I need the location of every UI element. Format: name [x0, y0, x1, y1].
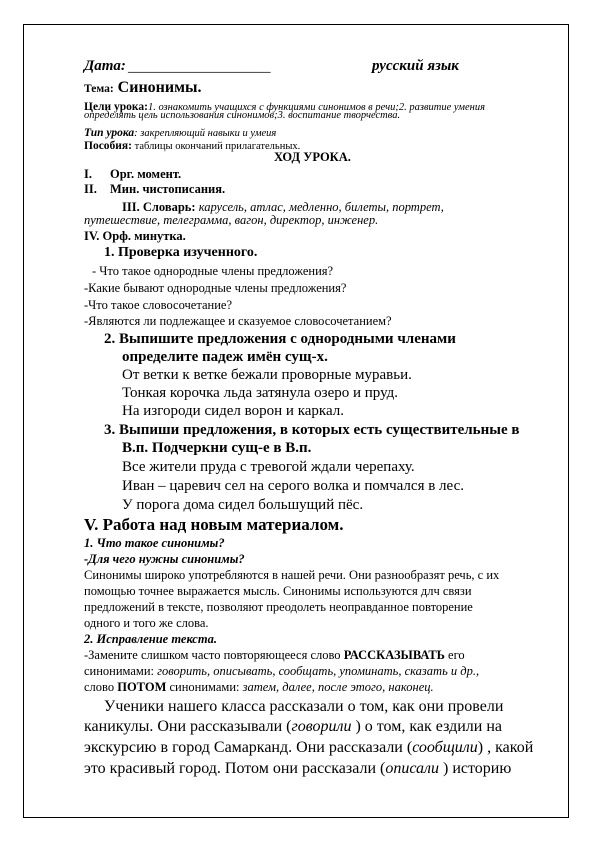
stage-2-number: II.: [84, 182, 97, 196]
story-synonym-govorili: говорили: [291, 718, 352, 735]
story-text-3c: ) , какой: [477, 739, 534, 756]
stage-2-label: Мин. чистописания.: [110, 182, 226, 196]
stage-1-number: I.: [84, 167, 92, 181]
task-3-sentence-3: У порога дома сидел большущий пёс.: [122, 497, 364, 513]
task-2-sentence-3: На изгороди сидел ворон и каркал.: [122, 403, 344, 419]
topic-value: Синонимы.: [117, 79, 202, 96]
course-title: ХОД УРОКА.: [274, 150, 351, 164]
topic-line: [84, 80, 202, 96]
goals-label: Цели урока:: [84, 101, 148, 113]
synonyms-paragraph-1: Синонимы широко употребляются в нашей речи. Они разнообразят речь, с их: [84, 568, 500, 582]
lesson-type-label: Тип урока: [84, 127, 135, 139]
materials-value: таблицы окончаний прилагательных.: [131, 141, 301, 152]
story-text-3a: экскурсию в город Самарканд. Они рассказали (: [84, 739, 413, 756]
task-3-line-2: В.п. Подчеркни сущ-е в В.п.: [122, 440, 312, 456]
section-5-question-2: -Для чего нужны синонимы?: [84, 552, 245, 566]
story-line-4: [84, 761, 511, 777]
replace-instruction-3: [84, 681, 434, 694]
text-correction-title: 2. Исправление текста.: [84, 632, 217, 646]
materials-label: Пособия:: [84, 140, 132, 152]
goals-text-2: определять цель использования синонимов;3. воспитание творчества.: [84, 110, 401, 121]
section-5-question-1: 1. Что такое синонимы?: [84, 536, 225, 550]
replace-instruction-2: [84, 665, 479, 678]
goals-text-1: 1. ознакомить учащихся с функциями синонимов в речи;2. развитие умения: [147, 102, 485, 113]
check-question-3: -Что такое словосочетание?: [84, 298, 232, 312]
replace-word-rasskazyvat: РАССКАЗЫВАТЬ: [343, 648, 445, 662]
story-synonym-soobshili: сообщили: [412, 739, 478, 756]
section-5-title: V. Работа над новым материалом.: [84, 515, 344, 534]
stage-3-words-1: карусель, атлас, медленно, билеты, портрет,: [195, 200, 444, 214]
story-line-3: [84, 740, 533, 756]
story-synonym-opisali: описали: [385, 760, 440, 777]
story-text-4c: ) историю: [439, 760, 512, 777]
task-2-line-2: определите падеж имён сущ-х.: [122, 349, 328, 365]
replace-text-1c: его: [444, 648, 465, 662]
stage-4-label: IV. Орф. минутка.: [84, 229, 186, 243]
task-2-line-1: 2. Выпишите предложения с однородными членами: [104, 331, 456, 347]
task-3-sentence-2: Иван – царевич сел на серого волка и помчался в лес.: [122, 478, 464, 494]
check-question-2: -Какие бывают однородные члены предложения?: [84, 281, 347, 295]
subject-title: русский язык: [372, 58, 459, 74]
story-text-4a: это красивый город. Потом они рассказали (: [84, 760, 386, 777]
story-text-2c: ) о том, как ездили на: [351, 718, 503, 735]
topic-label: Тема:: [84, 83, 114, 95]
replace-word-potom: ПОТОМ: [117, 680, 167, 694]
stage-3-words-2: путешествие, телеграмма, вагон, директор, инженер.: [84, 213, 379, 227]
stage-3-label: III. Словарь:: [122, 200, 196, 214]
synonyms-paragraph-4: одного и того же слова.: [84, 616, 209, 630]
task-3-line-1: 3. Выпиши предложения, в которых есть существительные в: [104, 422, 520, 438]
check-question-4: -Являются ли подлежащее и сказуемое словосочетанием?: [84, 314, 392, 328]
date-label: Дата:: [84, 58, 126, 74]
stage-1-label: Орг. момент.: [110, 167, 182, 181]
replace-text-3a: слово: [84, 680, 118, 694]
replace-synonyms-2: затем, далее, после этого, наконец.: [242, 680, 434, 694]
materials: [84, 137, 300, 153]
date-line: ___________________: [128, 59, 271, 75]
replace-text-2a: синонимами:: [84, 664, 158, 678]
synonyms-paragraph-2: помощью точнее выражается мысль. Синонимы используются длч связи: [84, 584, 472, 598]
replace-synonyms-1: говорить, описывать, сообщать, упоминать, сказать и др.,: [157, 664, 480, 678]
story-line-1: Ученики нашего класса рассказали о том, как они провели: [104, 698, 504, 715]
synonyms-paragraph-3: предложений в тексте, позволяют преодолеть неоправданное повторение: [84, 600, 473, 614]
task-2-sentence-2: Тонкая корочка льда затянула озеро и пруд.: [122, 385, 399, 401]
replace-instruction-1: [84, 649, 465, 662]
replace-text-1a: -Замените слишком часто повторяющееся слово: [84, 648, 344, 662]
story-text-2a: каникулы. Они рассказывали (: [84, 718, 292, 735]
check-title: 1. Проверка изученного.: [104, 245, 258, 260]
lesson-type-value: : закрепляющий навыки и умеия: [134, 128, 277, 139]
task-3-sentence-1: Все жители пруда с тревогой ждали черепаху.: [122, 459, 415, 475]
check-question-1: - Что такое однородные члены предложения?: [92, 264, 334, 278]
task-2-sentence-1: От ветки к ветке бежали проворные муравьи.: [122, 367, 412, 383]
story-line-2: [84, 719, 502, 735]
replace-text-3c: синонимами:: [166, 680, 243, 694]
